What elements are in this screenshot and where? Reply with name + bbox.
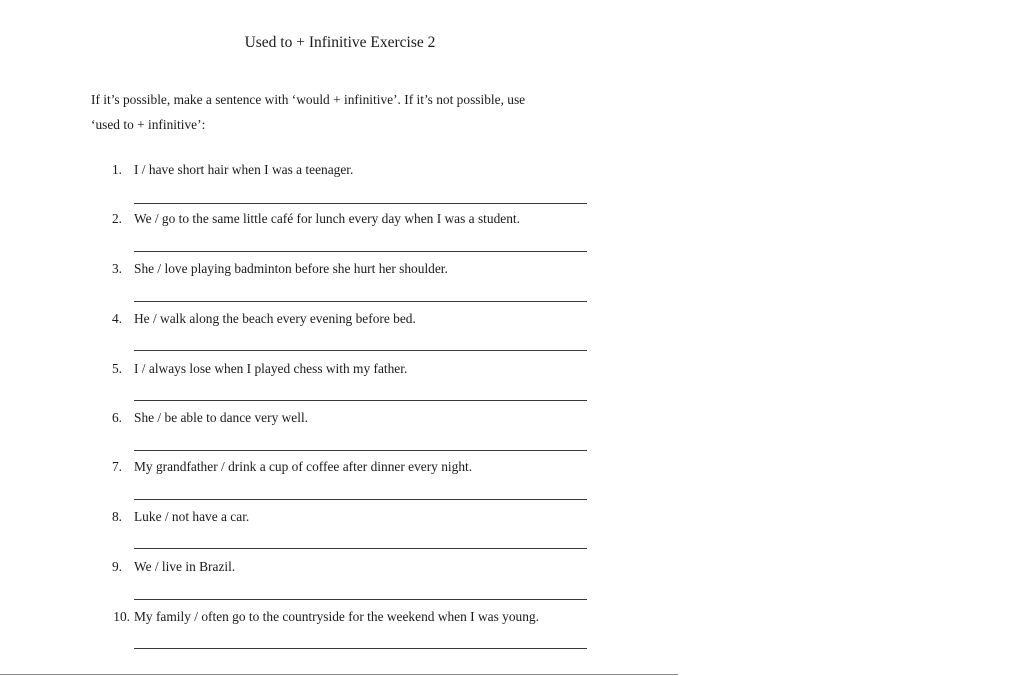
question-number: 9.: [111, 559, 122, 574]
question-text: I / always lose when I played chess with my father.: [134, 361, 408, 376]
question-text: We / live in Brazil.: [134, 559, 236, 574]
answer-line[interactable]: [134, 648, 587, 649]
question-number: 8.: [111, 509, 122, 524]
question-number: 2.: [111, 211, 122, 226]
question-text: My grandfather / drink a cup of coffee after dinner every night.: [134, 459, 473, 474]
question-text: My family / often go to the countryside for the weekend when I was young.: [134, 609, 539, 624]
question-number: 6.: [111, 410, 122, 425]
question-text: Luke / not have a car.: [134, 509, 250, 524]
answer-line[interactable]: [134, 450, 587, 451]
answer-line[interactable]: [134, 400, 587, 401]
answer-line[interactable]: [134, 251, 587, 252]
answer-line[interactable]: [134, 548, 587, 549]
question-number: 7.: [111, 459, 122, 474]
answer-line[interactable]: [134, 350, 587, 351]
answer-line[interactable]: [134, 599, 587, 600]
answer-line[interactable]: [134, 203, 587, 204]
question-text: She / be able to dance very well.: [134, 410, 309, 425]
answer-line[interactable]: [134, 499, 587, 500]
question-text: We / go to the same little café for lunch every day when I was a student.: [134, 211, 520, 226]
question-number: 5.: [111, 361, 122, 376]
question-text: I / have short hair when I was a teenager.: [134, 162, 354, 177]
instructions-line-1: If it’s possible, make a sentence with ‘would + infinitive’. If it’s not possible, use: [91, 92, 526, 107]
instructions-line-2: ‘used to + infinitive’:: [91, 117, 206, 132]
worksheet-title: Used to + Infinitive Exercise 2: [244, 34, 436, 51]
question-number: 3.: [111, 261, 122, 276]
question-number: 4.: [111, 311, 122, 326]
page-bottom-edge: [0, 674, 678, 675]
question-number: 1.: [111, 162, 122, 177]
answer-line[interactable]: [134, 301, 587, 302]
question-text: He / walk along the beach every evening before bed.: [134, 311, 416, 326]
question-number: 10.: [113, 609, 130, 624]
question-text: She / love playing badminton before she hurt her shoulder.: [134, 261, 448, 276]
